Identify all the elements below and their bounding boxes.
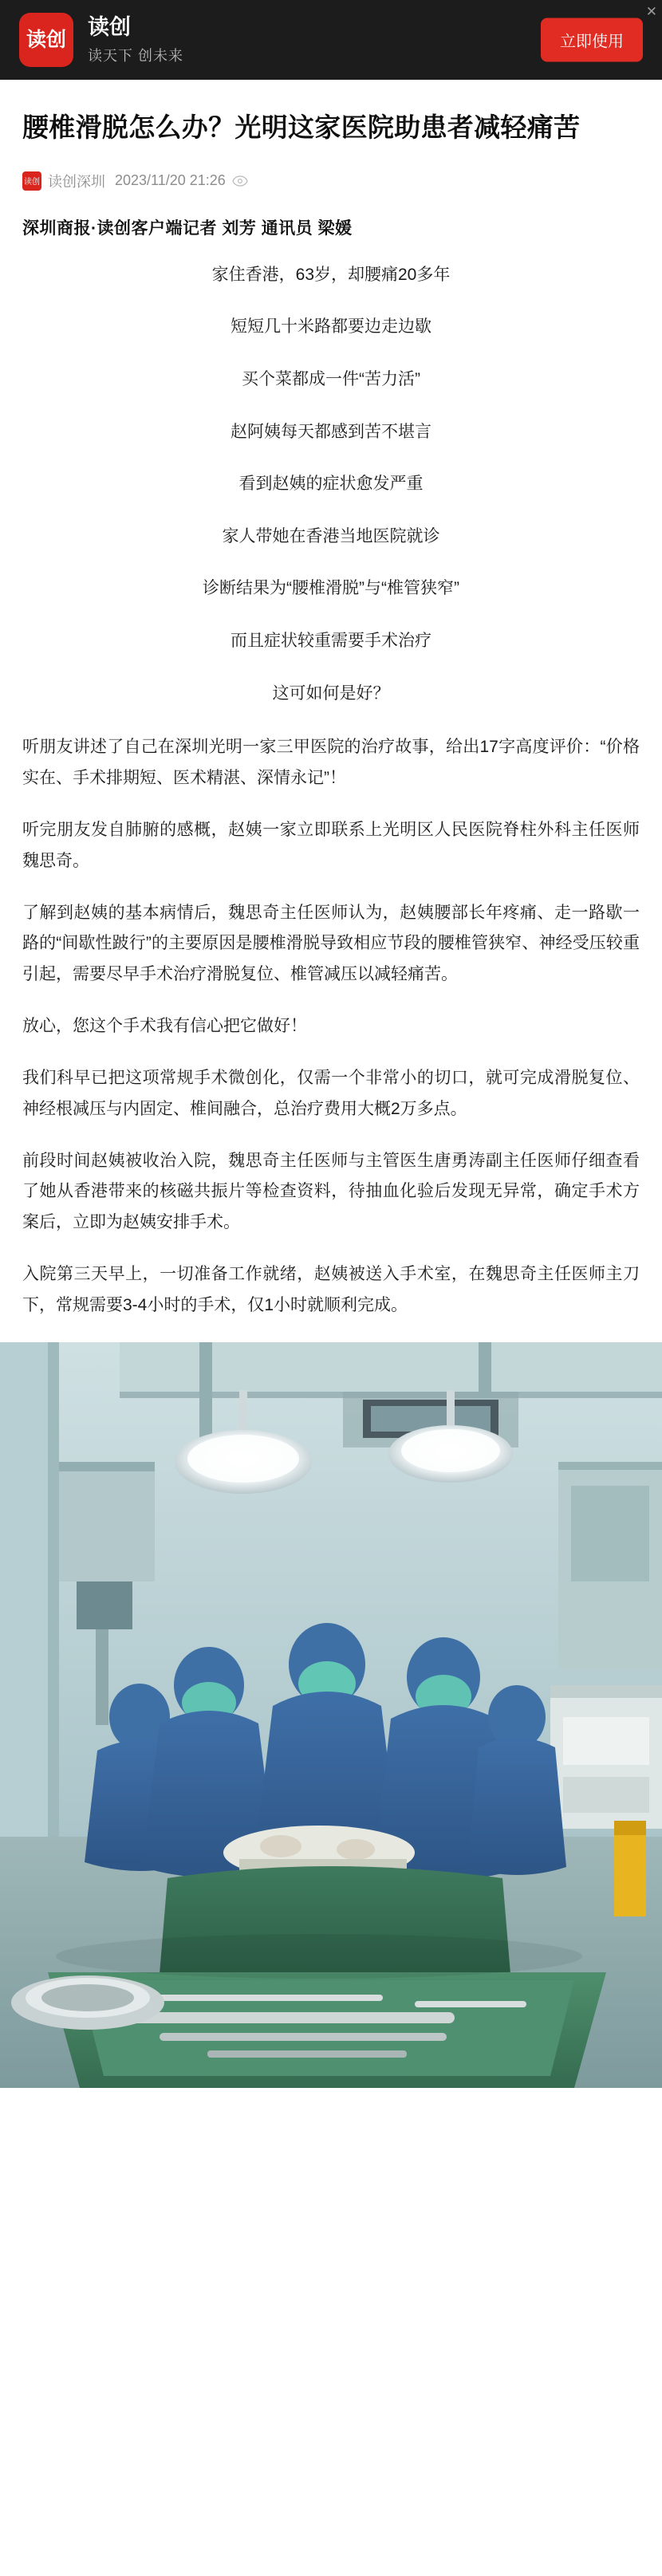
- app-logo: [19, 13, 73, 67]
- app-name: 读创: [88, 14, 131, 39]
- lede-line: 买个菜都成一件“苦力活”: [242, 370, 420, 389]
- article-paragraph: 听朋友讲述了自己在深圳光明一家三甲医院的治疗故事，给出17字高度评价：“价格实在、手术排期短、医术精湛、深情永记”！: [22, 738, 640, 788]
- lede-line: 短短几十米路都要边走边歇: [231, 317, 431, 337]
- article-paragraph: 放心，您这个手术我有信心把它做好！: [22, 1017, 307, 1036]
- open-app-button[interactable]: 立即使用: [541, 18, 643, 62]
- article-byline: 深圳商报·读创客户端记者 刘芳 通讯员 梁媛: [22, 219, 353, 238]
- lede-line: 赵阿姨每天都感到苦不堪言: [231, 422, 431, 441]
- source-badge-icon: 读创: [22, 171, 41, 191]
- app-bar-text: [88, 14, 183, 65]
- app-download-bar: [0, 0, 662, 80]
- app-slogan: 读天下 创未来: [88, 48, 184, 65]
- article-paragraph: 了解到赵姨的基本病情后，魏思奇主任医师认为，赵姨腰部长年疼痛、走一路歇一路的“间歇性跛行”的主要原因是腰椎滑脱导致相应节段的腰椎管狭窄、神经受压较重引起，需要尽早手术治疗滑脱复位、椎管减压以减轻痛苦。: [22, 903, 640, 984]
- article-date: 2023/11/20 21:26: [115, 172, 226, 189]
- lede-line: 而且症状较重需要手术治疗: [231, 632, 431, 650]
- lede-line: 这可如何是好？: [272, 683, 390, 703]
- lede-line: 家住香港，63岁，却腰痛20多年: [211, 265, 451, 284]
- operating-room-photo: [0, 1342, 662, 2088]
- article-meta: [22, 171, 640, 191]
- lede-line: 家人带她在香港当地医院就诊: [222, 526, 440, 546]
- article-paragraph: 我们科早已把这项常规手术微创化，仅需一个非常小的切口，就可完成滑脱复位、神经根减压与内固定、椎间融合，总治疗费用大概2万多点。: [22, 1068, 640, 1118]
- app-logo-text: 读创: [26, 27, 66, 51]
- eye-icon: [232, 175, 248, 187]
- close-icon[interactable]: ✕: [645, 4, 657, 19]
- article-container: [0, 108, 662, 1321]
- article-paragraph: 听完朋友发自肺腑的感概，赵姨一家立即联系上光明区人民医院脊柱外科主任医师魏思奇。: [22, 820, 640, 870]
- article-source: 读创深圳: [48, 173, 105, 190]
- article-paragraph: 入院第三天早上，一切准备工作就绪，赵姨被送入手术室，在魏思奇主任医师主刀下，常规需要3-4小时的手术，仅1小时就顺利完成。: [22, 1265, 640, 1314]
- article-paragraph: 前段时间赵姨被收治入院，魏思奇主任医师与主管医生唐勇涛副主任医师仔细查看了她从香港带来的核磁共振片等检查资料，待抽血化验后发现无异常，确定手术方案后，立即为赵姨安排手术。: [22, 1151, 640, 1232]
- page-title: 腰椎滑脱怎么办？光明这家医院助患者减轻痛苦: [22, 112, 581, 142]
- article-photo-wrapper: [0, 1342, 662, 2088]
- lede-line: 诊断结果为“腰椎滑脱”与“椎管狭窄”: [203, 579, 459, 598]
- lede-lines: [22, 262, 640, 707]
- lede-line: 看到赵姨的症状愈发严重: [238, 475, 424, 494]
